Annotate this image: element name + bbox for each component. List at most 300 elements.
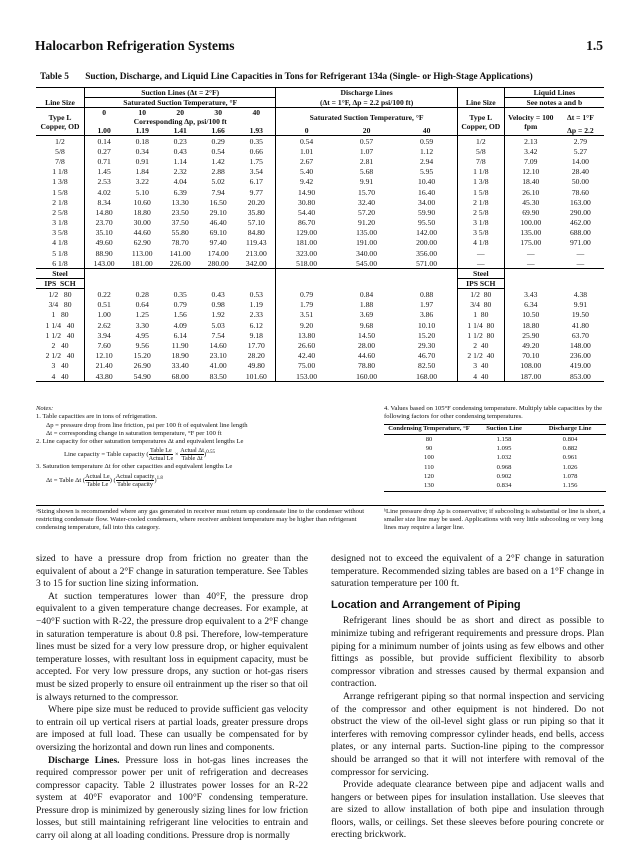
table-cell: 26.90 [133,361,151,371]
table-cell: 4 1/8 [36,238,85,248]
table-cell: 82.50 [396,361,457,371]
table-cell: 18.80 [522,320,540,330]
table-cell: 10.40 [396,177,457,187]
note-3: 3. Saturation temperature Δt for other capacities and equivalent lengths Le [36,463,233,471]
discharge-lines-header: Discharge Lines [276,88,457,98]
table-cell: 44.60 [133,228,151,238]
table-cell: 55.80 [171,228,189,238]
table-cell: 59.90 [396,207,457,217]
table-cell: 0.98 [211,300,225,310]
table-cell: 88.90 [95,248,113,258]
temp-col-header: 0 [102,108,107,117]
table-cell: 1.25 [135,310,149,320]
table-cell: 6.34 [524,300,538,310]
table-cell: 1.12 [396,146,457,156]
table-cell: 3/4 80 [36,300,85,310]
sat-suction-temp-header: Saturated Suction Temperature, °F [85,98,276,108]
table-cell: 33.40 [171,361,189,371]
cond-cell: 0.961 [562,454,578,462]
table-cell: 175.00 [520,238,542,248]
table-cell: 16.40 [396,187,457,197]
table-cell: 6.39 [173,187,187,197]
table-cell: 6 1/8 [36,258,85,269]
table-cell: 3.86 [396,310,457,320]
table-cell: 3 1/8 [457,218,504,228]
cond-row [384,444,606,453]
paragraph: sized to have a pressure drop from friction no greater than the equivalent of about a 2°F change in saturation temperature. See Tables 3 to 15 for suction line sizing information. [36,553,308,590]
cond-row [384,434,606,444]
table-cell: 0.91 [135,156,149,166]
table-cell: 30.80 [298,197,316,207]
table-cell: 518.00 [276,258,337,269]
cond-cell: 0.968 [496,463,512,471]
table-cell: 10.50 [522,310,540,320]
corresponding-dp-header: Corresponding Δp, psi/100 ft [85,117,276,126]
table-cell: 143.00 [85,258,124,269]
table-cell: 7.09 [524,156,538,166]
table-cell: 0.23 [173,136,187,146]
table-cell: 181.00 [296,238,318,248]
table-cell: 5.40 [299,167,314,177]
table-cell: 44.60 [358,351,376,361]
table-row [36,310,604,320]
table-row [36,258,604,269]
table-cell: 83.50 [199,371,237,382]
table-cell: 4.95 [135,330,149,340]
table-cell: 3.42 [524,146,538,156]
cond-cell: 1.158 [496,435,512,443]
cond-row [384,482,606,492]
paragraph: Discharge Lines. Pressure loss in hot-gas lines increases the required compressor power per unit of refrigeration and decreases compressor capacity. Table 2 illustrates power losses for an R-22 system at 40°F evaporator and 100°F condensing temperature. Pressure drop is minimized by generously sizing lines for low friction losses, but still maintaining refrigerant line velocities to entrain and carry oil along at all loading conditions. Pressure drop is normally [36,754,308,842]
table-row [36,300,604,310]
table-cell: 50.00 [571,177,589,187]
table-cell: 3.43 [524,289,538,299]
table-cell: 0.54 [211,146,225,156]
table-cell: 49.20 [522,340,540,350]
table-cell: 236.00 [569,351,591,361]
table-row [36,320,604,330]
table-cell: 5 1/8 [36,248,85,258]
table-cell: 0.84 [359,289,374,299]
table-cell: 14.90 [298,187,316,197]
cond-cell: 130 [384,482,474,492]
table-cell: 688.00 [569,228,591,238]
table-cell: 49.60 [95,238,113,248]
table-cell: 1 1/4 40 [36,320,85,330]
table-cell: 3.51 [299,310,314,320]
table-cell: 2.62 [97,320,111,330]
table-cell: 4 1/8 [457,238,504,248]
table-cell: 2.79 [573,136,588,146]
table-cell: 1.00 [97,310,111,320]
table-cell: 6.12 [237,320,276,330]
table-cell: 0.18 [135,136,149,146]
table-cell: 0.43 [211,289,225,299]
table-cell: 187.00 [504,371,557,382]
note-2: 2. Line capacity for other saturation temperatures Δt and equivalent lengths Le [36,438,244,446]
table-cell: 2 5/8 [457,207,504,217]
table-cell: 4.04 [173,177,187,187]
table-cell: 1.75 [237,156,276,166]
table-cell: 571.00 [396,258,457,269]
table-cell: 1.92 [211,310,225,320]
table-cell: 7.94 [211,187,225,197]
table-cell: 2 1/2 40 [457,351,504,361]
table-cell: 54.90 [123,371,161,382]
table-cell: 15.20 [133,351,151,361]
table-cell: 4.02 [97,187,111,197]
table-cell: — [576,248,585,258]
table-cell: 135.00 [520,228,542,238]
table-cell: 3.54 [237,167,276,177]
note-4: 4. Values based on 105°F condensing temperature. Multiply table capacities by the following factors for other condensing temperatures. [384,405,603,421]
table-footnotes [36,505,606,532]
table-row [36,289,604,300]
cond-cell: 1.026 [562,463,578,471]
footnote-b: ᵇLine pressure drop Δp is conservative; if subcooling is substantial or line is short, a smaller size line may be used. Applications with very little subcooling or very long lines may require a larger line. [384,508,606,532]
table-cell: 4 40 [36,371,85,382]
table-cell: 290.00 [569,207,591,217]
table-cell: 2.13 [524,136,538,146]
table-cell: 0.59 [396,136,457,147]
dp-col-header: 1.41 [161,126,199,136]
table-number: Table 5 [40,72,69,82]
table-cell: 3.94 [97,330,111,340]
table-cell: 2.32 [173,167,187,177]
table-cell: 7/8 [36,156,85,166]
table-cell: 20.20 [237,197,276,207]
table-cell: 30.00 [133,218,151,228]
table-cell: 28.40 [571,167,589,177]
table-cell: 68.00 [161,371,199,382]
table-cell: 10.10 [396,320,457,330]
table-cell: 1/2 80 [36,289,85,300]
table-cell: 84.80 [237,228,276,238]
table-cell: 1 80 [36,310,85,320]
table-cell: 153.00 [276,371,337,382]
footnote-a: ᵃSizing shown is recommended where any gas generated in receiver must return up condensate line to the condenser without restricting condensate flow. Water-cooled condensers, where receiver ambient temperature may be higher than refrigerant condensing temperature, fall into this category. [36,508,365,532]
paragraph: Arrange refrigerant piping so that normal inspection and servicing of the compressor and other equipment is not hindered. Do not obstruct the view of the oil-level sight glass or run piping so that it interferes with removing compressor cylinder heads, end bells, access plates, or any internal parts. Suction-line piping to the compressor should be arranged so that it will not interfere with removal of the compressor for servicing. [331,690,604,778]
table-cell: 100.00 [520,218,542,228]
table-cell: 0.35 [173,289,187,299]
table-cell: 1.14 [173,156,187,166]
table-cell: 46.40 [209,218,227,228]
cond-cell: 1.095 [496,444,512,452]
liquid-lines-header: Liquid Lines [504,88,604,98]
table-row [36,207,604,217]
table-cell: 5.68 [359,167,374,177]
table-cell: 28.00 [358,340,376,350]
table-cell: 0.27 [97,146,111,156]
table-cell: 23.70 [95,218,113,228]
discharge-temp-header: 0 [276,126,337,136]
table-cell: 129.00 [296,228,318,238]
table-row [36,218,604,228]
table-cell: 57.20 [358,207,376,217]
table-cell: 0.43 [173,146,187,156]
table-cell: 11.90 [171,340,189,350]
table-cell: 0.88 [396,289,457,300]
line-size-header-2: Line Size [457,98,504,108]
table-row [36,167,604,177]
table-cell: 141.00 [169,248,191,258]
table-cell: 2 1/8 [457,197,504,207]
table-cell: 2.88 [211,167,225,177]
delta-p-header: Δp = 2.2 [557,126,604,136]
table-cell: 0.66 [237,146,276,156]
paragraph: designed not to exceed the equivalent of a 2°F change in saturation temperature. Recommended sizing tables are based on a 1°F change in saturation temperature per 100 ft. [331,553,604,590]
table-cell: 16.50 [209,197,227,207]
table-cell: 1 5/8 [36,187,85,197]
cond-cell: 100 [424,454,434,462]
table-cell: 1.97 [396,300,457,310]
table-cell: 23.10 [209,351,227,361]
table-cell: 9.56 [135,340,149,350]
table-cell: 342.00 [237,258,276,269]
line-size-header: Line Size [36,98,85,108]
table-row [36,136,604,147]
table-cell: 3/4 80 [457,300,504,310]
table-cell: 163.00 [569,197,591,207]
table-cell: 1.84 [135,167,149,177]
table-cell: 46.70 [396,351,457,361]
table-cell: 13.80 [298,330,316,340]
table-cell: 142.00 [396,228,457,238]
table-cell: 63.70 [571,330,589,340]
table-cell: 43.80 [85,371,124,382]
table-cell: — [457,248,504,258]
cond-cell: 0.804 [562,435,578,443]
table-cell: 1.45 [97,167,111,177]
table-cell: 18.40 [522,177,540,187]
table-cell: 41.80 [571,320,589,330]
table-cell: 5.03 [211,320,225,330]
table-cell: 148.00 [569,340,591,350]
discharge-conditions-header: (Δt = 1°F, Δp = 2.2 psi/100 ft) [276,98,457,108]
notes-title: Notes: [36,405,54,412]
table-cell: 29.30 [396,340,457,350]
cond-cell: 1.078 [562,473,578,481]
table-cell: 1.01 [299,146,314,156]
table-cell: 7.60 [97,340,111,350]
table-cell: 34.00 [396,197,457,207]
cond-cell: 80 [425,435,433,443]
note-3-formula: Δt = Table Δt ( $\frac{\text{Actual Le}}{\text{Table Le}}$) ( $\frac{\text{Actual capacity}}{\text{Table capacity}})^{1.8}$ [46,472,163,488]
table-cell: — [457,258,504,269]
cond-cell: 120 [424,473,434,481]
table-cell: 23.50 [171,207,189,217]
table-cell: 0.54 [299,136,314,146]
table-cell: 2.53 [97,177,111,187]
table-cell: 0.57 [359,136,374,146]
table-cell: 2 40 [457,340,504,350]
table-cell: 1 1/8 [36,167,85,177]
table-cell: 181.00 [123,258,161,269]
cond-cell: 0.882 [562,444,578,452]
table-cell: 200.00 [396,238,457,248]
table-cell: 28.20 [237,351,276,361]
table-cell: 0.79 [299,289,314,299]
table-cell: 91.20 [358,218,376,228]
note-1-dt: Δt = corresponding change in saturation temperature, °F per 100 ft [46,429,222,437]
table-cell: 18.80 [133,207,151,217]
cond-cell: 110 [424,463,434,471]
table-row [36,197,604,207]
paragraph: Where pipe size must be reduced to provide sufficient gas velocity to entrain oil up vertical risers at partial loads, greater pressure drops are imposed at full load. These can usually be compensated for by oversizing the horizontal and down run lines and components. [36,704,308,753]
table-cell: 3 40 [36,361,85,371]
paragraph: Provide adequate clearance between pipe and adjacent walls and hangers or between pipes for insulation installation. Use sleeves that are sized to allow installation of both pipe and insulation through floors, walls, or ceilings. Set these sleeves before pouring concrete or erecting brickwork. [331,779,604,841]
table-cell: 1.79 [299,300,314,310]
table-cell: 323.00 [296,248,318,258]
ips-sch-header-2: IPS SCH [457,279,504,289]
cond-temp-header: Condensing Temperature, °F [384,424,474,434]
table-cell: 0.51 [97,300,111,310]
table-cell: 0.34 [135,146,149,156]
table-cell: 160.00 [337,371,397,382]
table-cell: 26.10 [522,187,540,197]
type-l-copper-header: Type L Copper, OD [36,108,85,136]
discharge-temp-header: 20 [337,126,397,136]
table-cell: 3 1/8 [36,218,85,228]
table-cell: 3.69 [359,310,374,320]
paragraph: At suction temperatures lower than 40°F, the pressure drop equivalent to a given temperature change decreases. For example, at −40°F suction with R-22, the pressure drop equivalent to a 2°F change in saturation temperature is about 0.8 psi. Therefore, low-temperature lines must be sized for a very low pressure drop, or higher equivalent temperature losses, with resultant loss in equipment capacity, must be accepted. For very low pressure drops, any suction or hot-gas risers must be sized properly to ensure oil entrainment up the riser so that oil is always returned to the compressor. [36,590,308,703]
table-cell: 1 1/8 [457,167,504,177]
table-cell: 213.00 [237,248,276,258]
table-row [36,177,604,187]
table-cell: 1.42 [211,156,225,166]
note-1: 1. Table capacities are in tons of refrigeration. [36,413,158,421]
suction-lines-header: Suction Lines (Δt = 2°F) [85,88,276,98]
table-cell: 356.00 [396,248,457,258]
dp-col-header: 1.93 [237,126,276,136]
table-cell: 5.02 [211,177,225,187]
table-cell: 95.50 [396,218,457,228]
dp-col-header: 1.66 [199,126,237,136]
cond-row [384,473,606,482]
table-row [36,146,604,156]
body-column-left [36,553,308,843]
table-cell: 13.30 [171,197,189,207]
table-cell: 7/8 [457,156,504,166]
table-cell: 86.70 [298,218,316,228]
cond-cell: 1.032 [496,454,512,462]
table-cell: 971.00 [569,238,591,248]
discharge-temp-header: 40 [396,126,457,136]
table-cell: 2.67 [299,156,314,166]
table-cell: 1 80 [457,310,504,320]
steel-header: Steel [36,269,85,279]
table-cell: 32.40 [358,197,376,207]
table-cell: 462.00 [569,218,591,228]
table-caption [40,72,608,82]
table-cell: 12.10 [95,351,113,361]
table-cell: 6.17 [237,177,276,187]
table-cell: 9.42 [299,177,314,187]
temp-col-header: 40 [237,108,276,118]
table-cell: 0.28 [135,289,149,299]
cond-row [384,454,606,463]
table-cell: 9.18 [237,330,276,340]
table-cell: 1/2 80 [457,289,504,300]
table-cell: 2 5/8 [36,207,85,217]
table-cell: 70.10 [522,351,540,361]
table-cell: 135.00 [356,228,377,238]
table-cell: 4.38 [573,289,588,299]
table-cell: 5.95 [396,167,457,177]
table-cell: 78.60 [571,187,589,197]
table-cell: 3 5/8 [457,228,504,238]
condensing-factor-table [384,424,606,493]
velocity-header: Velocity = 100 fpm [504,108,557,136]
temp-col-header: 30 [214,108,222,117]
table-cell: 35.80 [237,207,276,217]
table-cell: 9.20 [299,320,314,330]
temp-col-header: 20 [176,108,184,117]
cond-cell: 0.902 [496,473,512,481]
table-row [36,361,604,371]
table-cell: 54.40 [298,207,316,217]
table-row [36,340,604,350]
table-cell: 57.10 [237,218,276,228]
running-header-title: Halocarbon Refrigeration Systems [35,38,235,53]
steel-header-row [36,269,604,279]
table-cell: 1 5/8 [457,187,504,197]
table-cell: 280.00 [199,258,237,269]
table-cell: 21.40 [95,361,113,371]
table-cell: 14.00 [571,156,589,166]
table-cell: 0.64 [135,300,149,310]
cond-row [384,463,606,472]
delta-t-header: Δt = 1°F [566,112,594,122]
table-cell: 2.33 [237,310,276,320]
table-cell: — [557,258,604,269]
table-row [36,248,604,258]
table-row [36,156,604,166]
table-cell: 69.10 [209,228,227,238]
table-cell: 1.07 [359,146,374,156]
discharge-line-header: Discharge Line [534,424,606,434]
table-row [36,330,604,340]
table-cell: 9.91 [359,177,374,187]
table-cell: 3.22 [135,177,149,187]
table-cell: 9.91 [573,300,588,310]
table-cell: 35.10 [95,228,113,238]
table-cell: 5.27 [573,146,588,156]
body-column-right [331,553,604,842]
cond-cell: 90 [425,444,433,452]
table-row [36,351,604,361]
table-cell: 0.22 [97,289,111,299]
cond-cell: 1.156 [534,482,606,492]
note-2-formula: Line capacity = Table capacity ( $\frac{\text{Table Le}}{\text{Actual Le}}$ × $\frac{\text{Actual Δt}}{\text{Table Δt}})^{0.55}$ [64,447,215,463]
table-cell: 4 40 [457,371,504,382]
dp-col-header: 1.19 [123,126,161,136]
table-cell: 0.71 [97,156,111,166]
table-cell: 10.60 [133,197,151,207]
table-row [36,228,604,238]
table-cell: 1.19 [237,300,276,310]
table-cell: 2 1/2 40 [36,351,85,361]
table-cell: — [527,248,535,258]
table-cell: 18.90 [171,351,189,361]
table-cell: 0.53 [237,289,276,300]
section-heading: Location and Arrangement of Piping [331,598,521,611]
table-cell: 1 3/8 [36,177,85,187]
table-cell: 6.14 [173,330,187,340]
table-cell: 2.81 [359,156,374,166]
dp-col-header: 1.00 [85,126,124,136]
table-row [36,371,604,382]
